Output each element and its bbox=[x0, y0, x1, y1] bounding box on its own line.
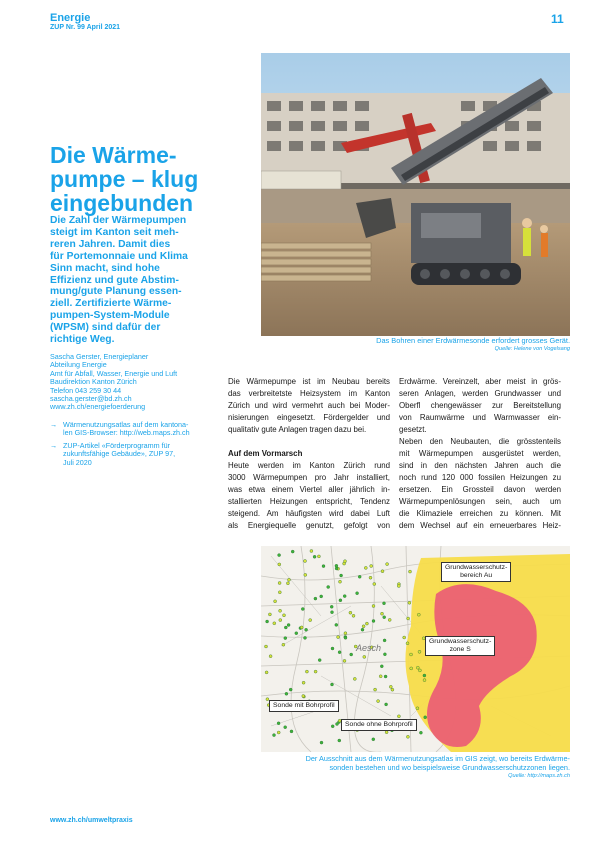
sonde-marker bbox=[331, 725, 334, 728]
sonde-marker bbox=[340, 574, 343, 577]
sonde-marker bbox=[372, 738, 375, 741]
sonde-marker bbox=[344, 632, 347, 635]
sonde-marker bbox=[408, 601, 411, 604]
map-label-line: Grundwasserschutz- bbox=[445, 564, 508, 571]
body-line: Wärmepumpenlösungen sein, auch um bbox=[399, 497, 561, 506]
section-title: Energie bbox=[50, 12, 91, 24]
sonde-marker bbox=[423, 674, 426, 677]
body-line: als Energiequelle genutzt, gefolgt von bbox=[228, 521, 390, 530]
sonde-marker bbox=[385, 731, 388, 734]
sonde-marker bbox=[330, 605, 333, 608]
sonde-marker bbox=[383, 602, 386, 605]
sonde-marker bbox=[352, 614, 355, 617]
author-phone: Telefon 043 259 30 44 bbox=[50, 385, 122, 395]
sonde-marker bbox=[385, 703, 388, 706]
sonde-marker bbox=[302, 695, 305, 698]
sonde-marker bbox=[383, 653, 386, 656]
drilling-rig-photo bbox=[261, 53, 570, 336]
photo-caption: Das Bohren einer Erdwärmesonde erfordert grosses Gerät. bbox=[376, 336, 570, 345]
sonde-marker bbox=[320, 741, 323, 744]
lead-line: reren Jahren. Damit dies bbox=[50, 238, 171, 250]
sonde-marker bbox=[310, 550, 313, 553]
lead-line: Die Zahl der Wärmepumpen bbox=[50, 215, 187, 226]
sonde-marker bbox=[288, 578, 291, 581]
map-caption-line: Der Ausschnitt aus dem Wärmenutzungsatlas im GIS zeigt, wo bereits Erdwärme- bbox=[305, 754, 570, 763]
sonde-marker bbox=[361, 628, 364, 631]
sonde-marker bbox=[370, 565, 373, 568]
sonde-marker bbox=[338, 739, 341, 742]
link-line: zukunftsfähige Gebäude», ZUP 97, bbox=[63, 449, 176, 459]
sonde-marker bbox=[410, 667, 413, 670]
author-department: Abteilung Energie bbox=[50, 360, 107, 370]
sonde-marker bbox=[410, 653, 413, 656]
sonde-marker bbox=[313, 555, 316, 558]
sonde-marker bbox=[265, 645, 268, 648]
body-line: die Klimaziele erreichen zu können. Mit bbox=[399, 509, 561, 518]
page-number: 11 bbox=[551, 12, 564, 26]
sonde-marker bbox=[331, 647, 334, 650]
sonde-marker bbox=[304, 560, 307, 563]
sonde-marker bbox=[365, 622, 368, 625]
sonde-marker bbox=[269, 655, 272, 658]
link-line: ZUP-Artikel «Förderprogramm für bbox=[63, 441, 171, 450]
sonde-marker bbox=[287, 624, 290, 627]
photo-credit: Quelle: Helene von Vogelsang bbox=[494, 346, 570, 352]
title-line: eingebunden bbox=[50, 190, 194, 216]
sonde-marker bbox=[350, 653, 353, 656]
paragraph-gap bbox=[228, 436, 390, 448]
subheading: Auf dem Vormarsch bbox=[228, 449, 303, 458]
link-line: len GIS-Browser: http://web.maps.zh.ch bbox=[63, 428, 190, 438]
sonde-marker bbox=[284, 626, 287, 629]
sonde-marker bbox=[305, 628, 308, 631]
sonde-marker bbox=[273, 734, 276, 737]
sonde-marker bbox=[383, 616, 386, 619]
sonde-marker bbox=[407, 617, 410, 620]
sonde-marker bbox=[277, 722, 280, 725]
body-line: stallierten Heizungen entspricht, Tendenz bbox=[228, 497, 390, 506]
body-line: nisierungen eingesetzt. Fördergelder und bbox=[228, 413, 390, 422]
sonde-marker bbox=[364, 566, 367, 569]
sonde-marker bbox=[327, 586, 330, 589]
lead-line: richtige Weg. bbox=[50, 334, 115, 346]
author-contact bbox=[50, 353, 230, 412]
sonde-marker bbox=[289, 688, 292, 691]
author-directorate: Baudirektion Kanton Zürich bbox=[50, 377, 137, 387]
body-line: Zürich und wird vermehrt auch bei Moder- bbox=[228, 401, 390, 410]
body-line: von Raumwärme und Warmwasser ein- bbox=[399, 413, 561, 422]
sonde-marker bbox=[337, 636, 340, 639]
sonde-marker bbox=[309, 619, 312, 622]
arrow-right-icon: → bbox=[50, 420, 58, 429]
sonde-marker bbox=[339, 599, 342, 602]
sonde-marker bbox=[314, 670, 317, 673]
map-label-sonde-with-profile: Sonde mit Bohrprofil bbox=[269, 700, 339, 712]
sonde-marker bbox=[369, 576, 372, 579]
lead-line: Effizienz und gute Abstim- bbox=[50, 274, 179, 286]
gis-atlas-link[interactable] bbox=[50, 421, 230, 438]
map-label-line: zone S bbox=[449, 646, 471, 653]
sonde-marker bbox=[418, 669, 421, 672]
sonde-marker bbox=[305, 670, 308, 673]
sonde-marker bbox=[406, 642, 409, 645]
map-caption-line: sonden bestehen und wo beispielsweise Grundwasserschutzzonen liegen. bbox=[329, 763, 570, 772]
sonde-marker bbox=[386, 563, 389, 566]
sonde-marker bbox=[273, 622, 276, 625]
sonde-marker bbox=[314, 597, 317, 600]
body-line: seren Anlagen, werden Grundwasser und bbox=[399, 389, 561, 398]
sonde-marker bbox=[391, 688, 394, 691]
sonde-marker bbox=[301, 608, 304, 611]
sonde-marker bbox=[416, 666, 419, 669]
sonde-marker bbox=[372, 605, 375, 608]
map-label-zone-au bbox=[441, 562, 511, 582]
zup-article-link[interactable] bbox=[50, 442, 230, 467]
footer-url[interactable]: www.zh.ch/umweltpraxis bbox=[50, 817, 133, 824]
body-line: Heute werden im Kanton Zürich rund bbox=[228, 461, 390, 470]
sonde-marker bbox=[336, 723, 339, 726]
sonde-marker bbox=[384, 675, 387, 678]
sonde-marker bbox=[424, 716, 427, 719]
sonde-marker bbox=[335, 623, 338, 626]
body-line: sind in den nächsten Jahren auch die bbox=[399, 461, 561, 470]
map-label-line: Grundwasserschutz- bbox=[429, 638, 492, 645]
sonde-marker bbox=[363, 655, 366, 658]
sonde-marker bbox=[278, 563, 281, 566]
sonde-marker bbox=[291, 550, 294, 553]
sonde-marker bbox=[304, 636, 307, 639]
sonde-marker bbox=[389, 685, 392, 688]
sonde-marker bbox=[331, 683, 334, 686]
body-line: dem Wechsel auf ein erneuerbares Heiz- bbox=[399, 521, 561, 530]
author-name: Sascha Gerster, Energieplaner bbox=[50, 352, 149, 361]
sonde-marker bbox=[362, 625, 365, 628]
body-line: ersetzen. Ein Grossteil davon werden bbox=[399, 485, 561, 494]
map-caption bbox=[250, 754, 570, 772]
lead-line: mung/gute Planung essen- bbox=[50, 286, 182, 298]
author-email[interactable]: sascha.gerster@bd.zh.ch bbox=[50, 394, 132, 404]
sonde-marker bbox=[423, 679, 426, 682]
sonde-marker bbox=[278, 582, 281, 585]
sonde-marker bbox=[373, 583, 376, 586]
sonde-marker bbox=[290, 730, 293, 733]
link-line: Juli 2020 bbox=[63, 457, 92, 467]
sonde-marker bbox=[339, 580, 342, 583]
sonde-marker bbox=[277, 731, 280, 734]
sonde-marker bbox=[265, 671, 268, 674]
sonde-marker bbox=[344, 636, 347, 639]
body-line: Neben den Neubauten, die grösstenteils bbox=[399, 437, 561, 446]
sonde-marker bbox=[417, 613, 420, 616]
lead-line: pumpen-System-Module bbox=[50, 310, 170, 322]
map-credit: Quelle: http://maps.zh.ch bbox=[508, 773, 570, 779]
body-line: was etwa einem Viertel aller jährlich in- bbox=[228, 485, 390, 494]
sonde-marker bbox=[335, 564, 338, 567]
sonde-marker bbox=[338, 651, 341, 654]
body-column-1 bbox=[228, 376, 390, 532]
sonde-marker bbox=[356, 592, 359, 595]
lead-line: ziell. Zertifizierte Wärme- bbox=[50, 298, 172, 310]
body-line: mit Wärmepumpen ausgerüstet werden, bbox=[399, 449, 561, 458]
body-line: qualitativ gute Anlagen tragen dazu bei. bbox=[228, 425, 367, 434]
sonde-marker bbox=[331, 611, 334, 614]
sonde-marker bbox=[318, 659, 321, 662]
sonde-marker bbox=[279, 609, 282, 612]
sonde-marker bbox=[274, 600, 277, 603]
author-office: Amt für Abfall, Wasser, Energie und Luft bbox=[50, 368, 178, 378]
body-line: Erdwärme. Vereinzelt, aber meist in grös- bbox=[399, 377, 561, 386]
lead-line: steigt im Kanton seit meh- bbox=[50, 226, 179, 238]
sonde-marker bbox=[377, 700, 380, 703]
sonde-marker bbox=[304, 573, 307, 576]
sonde-marker bbox=[353, 677, 356, 680]
sonde-marker bbox=[397, 715, 400, 718]
article-lead bbox=[50, 215, 228, 346]
body-line: Oberfl chengewässer zur Bereitstellung bbox=[399, 401, 561, 410]
sonde-marker bbox=[372, 620, 375, 623]
sonde-marker bbox=[279, 619, 282, 622]
sonde-marker bbox=[418, 650, 421, 653]
sonde-marker bbox=[266, 620, 269, 623]
map-label-line: bereich Au bbox=[460, 572, 493, 579]
sonde-marker bbox=[403, 636, 406, 639]
sonde-marker bbox=[283, 614, 286, 617]
sonde-marker bbox=[349, 611, 352, 614]
sonde-marker bbox=[381, 612, 384, 615]
sonde-marker bbox=[416, 707, 419, 710]
sonde-marker bbox=[282, 643, 285, 646]
body-line: das verbreitetste Heizsystem im Kanton bbox=[228, 389, 390, 398]
sonde-marker bbox=[268, 613, 271, 616]
sonde-marker bbox=[343, 659, 346, 662]
lead-line: für Portemonnaie und Klima bbox=[50, 250, 188, 262]
sonde-marker bbox=[278, 554, 281, 557]
sonde-marker bbox=[317, 555, 320, 558]
title-line: Die Wärme- bbox=[50, 142, 177, 168]
link-line: Wärmenutzungsatlas auf dem kantona- bbox=[63, 420, 189, 429]
title-line: pumpe – klug bbox=[50, 166, 199, 192]
body-column-2 bbox=[399, 376, 561, 532]
body-line: 3000 Wärmepumpen pro Jahr installiert, bbox=[228, 473, 390, 482]
article-title bbox=[50, 143, 230, 215]
map-place-name: Aesch bbox=[356, 643, 382, 653]
sonde-marker bbox=[300, 626, 303, 629]
sonde-marker bbox=[284, 637, 287, 640]
body-line: steigend. Am häufigsten wird dabei Luft bbox=[228, 509, 390, 518]
sonde-marker bbox=[419, 731, 422, 734]
body-line: noch rund 120 000 fossilen Heizungen zu bbox=[399, 473, 561, 482]
gis-map bbox=[261, 546, 570, 752]
lead-line: (WPSM) sind dafür der bbox=[50, 322, 161, 334]
sonde-marker bbox=[285, 692, 288, 695]
sonde-marker bbox=[406, 735, 409, 738]
sonde-marker bbox=[383, 639, 386, 642]
sonde-marker bbox=[343, 595, 346, 598]
sonde-marker bbox=[284, 726, 287, 729]
sonde-marker bbox=[374, 688, 377, 691]
sonde-marker bbox=[358, 575, 361, 578]
sonde-marker bbox=[397, 585, 400, 588]
sonde-marker bbox=[278, 591, 281, 594]
arrow-right-icon: → bbox=[50, 441, 58, 450]
body-line: gesetzt. bbox=[399, 425, 427, 434]
sonde-marker bbox=[302, 681, 305, 684]
body-line: Die Wärmepumpe ist im Neubau bereits bbox=[228, 377, 390, 386]
sonde-marker bbox=[380, 665, 383, 668]
map-label-sonde-without-profile: Sonde ohne Bohrprofil bbox=[341, 719, 417, 731]
map-label-zone-s bbox=[425, 636, 495, 656]
sonde-marker bbox=[381, 570, 384, 573]
sonde-marker bbox=[409, 570, 412, 573]
issue-label: ZUP Nr. 99 April 2021 bbox=[50, 24, 121, 31]
sonde-marker bbox=[379, 675, 382, 678]
author-website-link[interactable]: www.zh.ch/energiefoerderung bbox=[50, 402, 146, 412]
sonde-marker bbox=[388, 618, 391, 621]
sonde-marker bbox=[343, 562, 346, 565]
sonde-marker bbox=[320, 595, 323, 598]
sonde-marker bbox=[286, 582, 289, 585]
sonde-marker bbox=[295, 632, 298, 635]
sonde-marker bbox=[322, 565, 325, 568]
lead-line: Sinn macht, sind hohe bbox=[50, 262, 160, 274]
